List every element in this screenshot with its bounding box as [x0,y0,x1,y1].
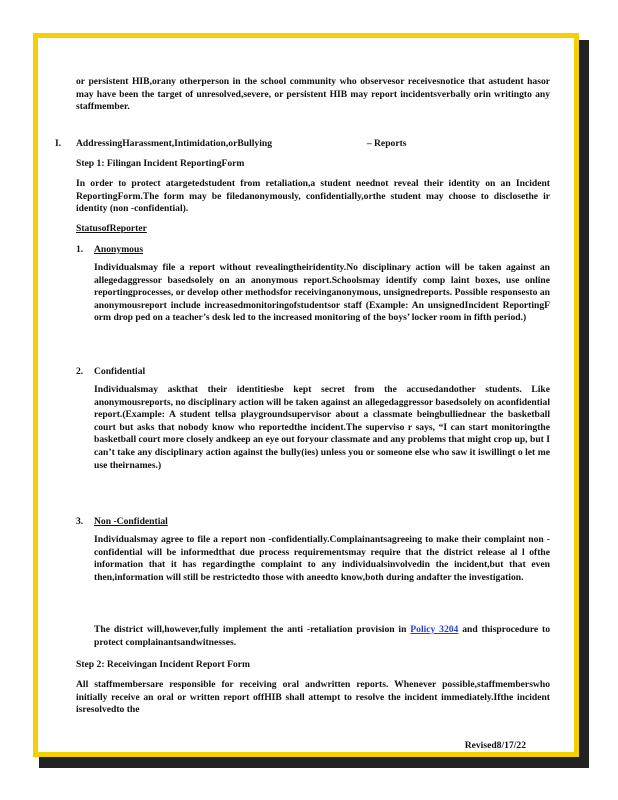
retaliation-paragraph: The district will,however,fully implement the anti -retaliation provision in Policy 3204 and thisprocedure to protect complainantsandwitnesses. [94,624,551,648]
section-title-suffix: – Reports [366,138,407,149]
status-heading: StatusofReporter [76,223,147,234]
item-title-non-confidential: Non -Confidential [94,516,168,527]
item-number: 3. [76,516,84,527]
item-number: 1. [76,244,84,255]
section-numeral: I. [55,138,62,149]
item-text-non-confidential: Individualsmay agree to file a report non -confidentially.Complainantsagreeing to make their complaint non -confidential will be informedthat due process requirementsmay require that the district release al l ofthe information that it has regardingthe complaint to any individualsinvolvedin the incident,but that even then,information will still be restrictedto those with aneedto know,both during andafter the investigation. [94,534,550,583]
page-frame [33,33,579,757]
item-number: 2. [76,366,84,377]
section-title: AddressingHarassment,Intimidation,orBullying [76,138,272,149]
step1-paragraph: In order to protect atargetedstudent from retaliation,a student neednot reveal their identity on an Incident ReportingForm.The form may be filedanonymously, confidentially,orthe student may choose to disclosethe ir identity (non -confidential). [76,178,550,215]
revision-footer: Revised8/17/22 [464,740,526,751]
step2-heading: Step 2: Receivingan Incident Report Form [76,659,250,670]
item-title-confidential: Confidential [94,366,146,377]
step2-paragraph: All staffmembersare responsible for receiving oral andwritten reports. Whenever possible,staffmemberswho initially receive an oral or written report offHIB shall attempt to resolve the incident immediately.Ifthe incident isresolvedto the [76,679,550,716]
item-text-confidential: Individualsmay askthat their identitiesbe kept secret from the accusedandother students. Like anonymousreports, no disciplinary action will be taken against an allegedaggressor basedsolely on aconfidential report.(Example: A student tellsa playgroundsupervisor about a classmate beingbulliednear the basketball court but asks that nobody know who reportedthe incident.The superviso r says, “I can start monitoringthe basketball court more closely andkeep an eye out foryour classmate and any problems that might crop up, but I can’t take any disciplinary action against the bully(ies) unless you or someone else who saw it iswillingt o let me use theirnames.) [94,384,551,471]
intro-paragraph: or persistent HIB,orany otherperson in the school community who observesor receivesnotice that astudent hasor may have been the target of unresolved,severe, or persistent HIB may report incidentsverbally orin writingto any staffmember. [76,76,550,113]
policy-3204-link[interactable]: Policy 3204 [410,624,459,635]
document-body [38,38,574,752]
item-text-anonymous: Individualsmay file a report without revealingtheiridentity.No disciplinary action will be taken against an allegedaggressor basedsolely on an anonymous report.Schoolsmay identify comp laint boxes, use online reportingprocesses, or develop other methodsfor receivinganonymous, unsignedreports. Possible responsesto an anonymousreport include increasedmonitoringofstudentsor staff (Example: An unsignedIncident ReportingF orm drop ped on a teacher’s desk led to the increased monitoring of the boys’ locker room in fifth period.) [94,262,550,324]
section-heading [76,138,476,151]
item-title-anonymous: Anonymous [94,244,144,255]
step1-heading: Step 1: Filingan Incident ReportingForm [76,158,245,169]
